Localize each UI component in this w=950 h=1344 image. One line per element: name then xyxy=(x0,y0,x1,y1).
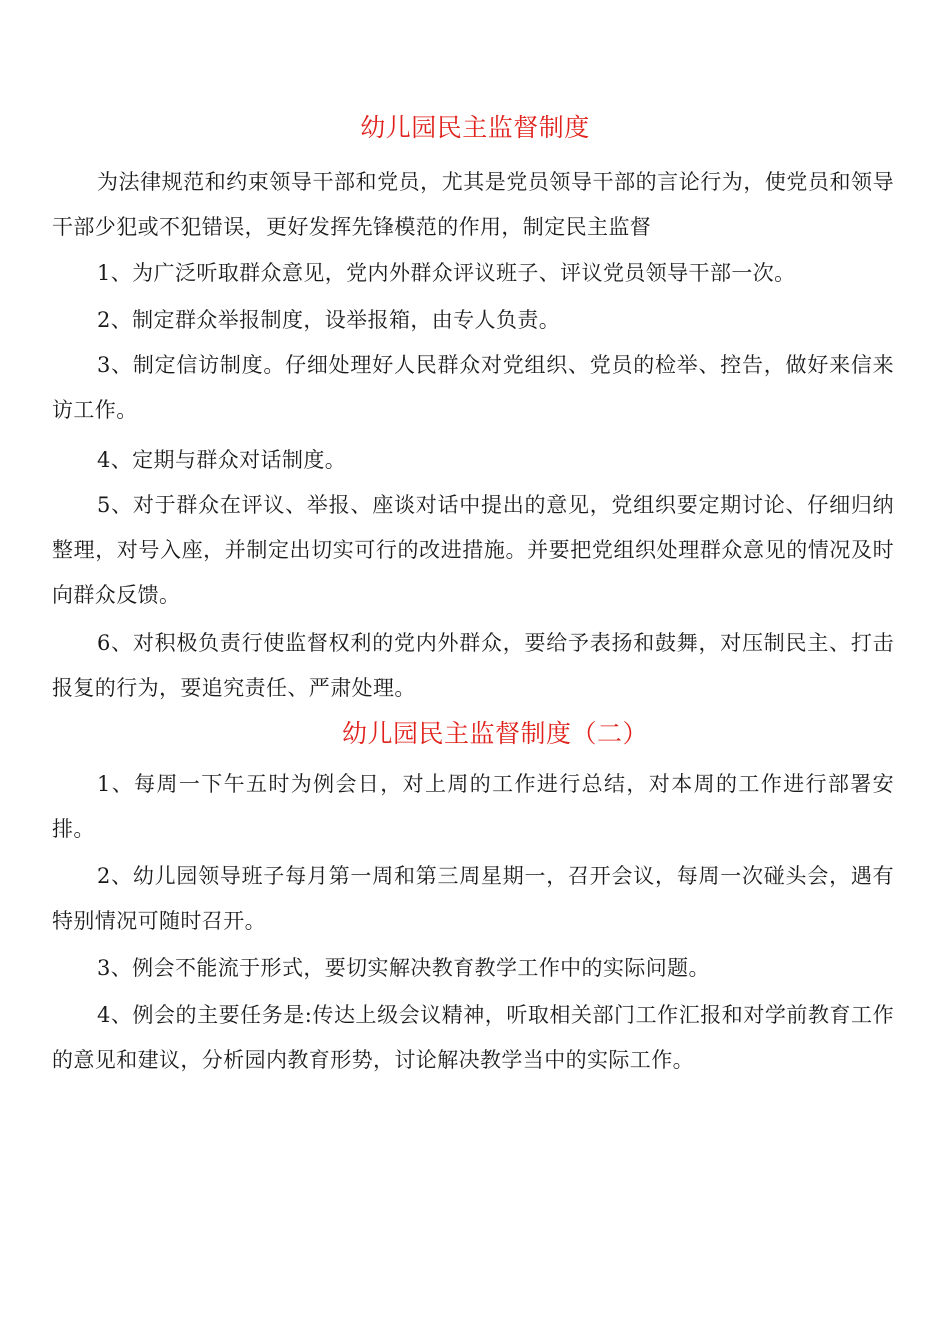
section-1-item-3: 3、制定信访制度。仔细处理好人民群众对党组织、党员的检举、控告，做好来信来访工作。 xyxy=(52,353,894,422)
section-2-item-2: 2、幼儿园领导班子每月第一周和第三周星期一，召开会议，每周一次碰头会，遇有特别情况可随时召开。 xyxy=(52,864,894,933)
section-2-item-1: 1、每周一下午五时为例会日，对上周的工作进行总结，对本周的工作进行部署安排。 xyxy=(52,772,894,841)
section-1-item-5: 5、对于群众在评议、举报、座谈对话中提出的意见，党组织要定期讨论、仔细归纳整理，对号入座，并制定出切实可行的改进措施。并要把党组织处理群众意见的情况及时向群众反馈。 xyxy=(52,493,894,607)
section-2-title: 幼儿园民主监督制度（二） xyxy=(341,719,648,748)
section-1-item-6: 6、对积极负责行使监督权利的党内外群众，要给予表扬和鼓舞，对压制民主、打击报复的行为，要追究责任、严肃处理。 xyxy=(52,631,894,700)
section-1-intro: 为法律规范和约束领导干部和党员，尤其是党员领导干部的言论行为，使党员和领导干部少犯或不犯错误，更好发挥先锋模范的作用，制定民主监督 xyxy=(52,170,894,239)
section-2-item-3: 3、例会不能流于形式，要切实解决教育教学工作中的实际问题。 xyxy=(97,956,710,980)
section-2-item-4: 4、例会的主要任务是:传达上级会议精神，听取相关部门工作汇报和对学前教育工作的意见和建议，分析园内教育形势，讨论解决教学当中的实际工作。 xyxy=(52,1003,894,1072)
section-1-item-4: 4、定期与群众对话制度。 xyxy=(97,448,347,472)
section-1-item-2: 2、制定群众举报制度，设举报箱，由专人负责。 xyxy=(97,308,561,332)
section-1-item-1: 1、为广泛听取群众意见，党内外群众评议班子、评议党员领导干部一次。 xyxy=(97,261,796,285)
section-1-title: 幼儿园民主监督制度 xyxy=(360,113,590,142)
